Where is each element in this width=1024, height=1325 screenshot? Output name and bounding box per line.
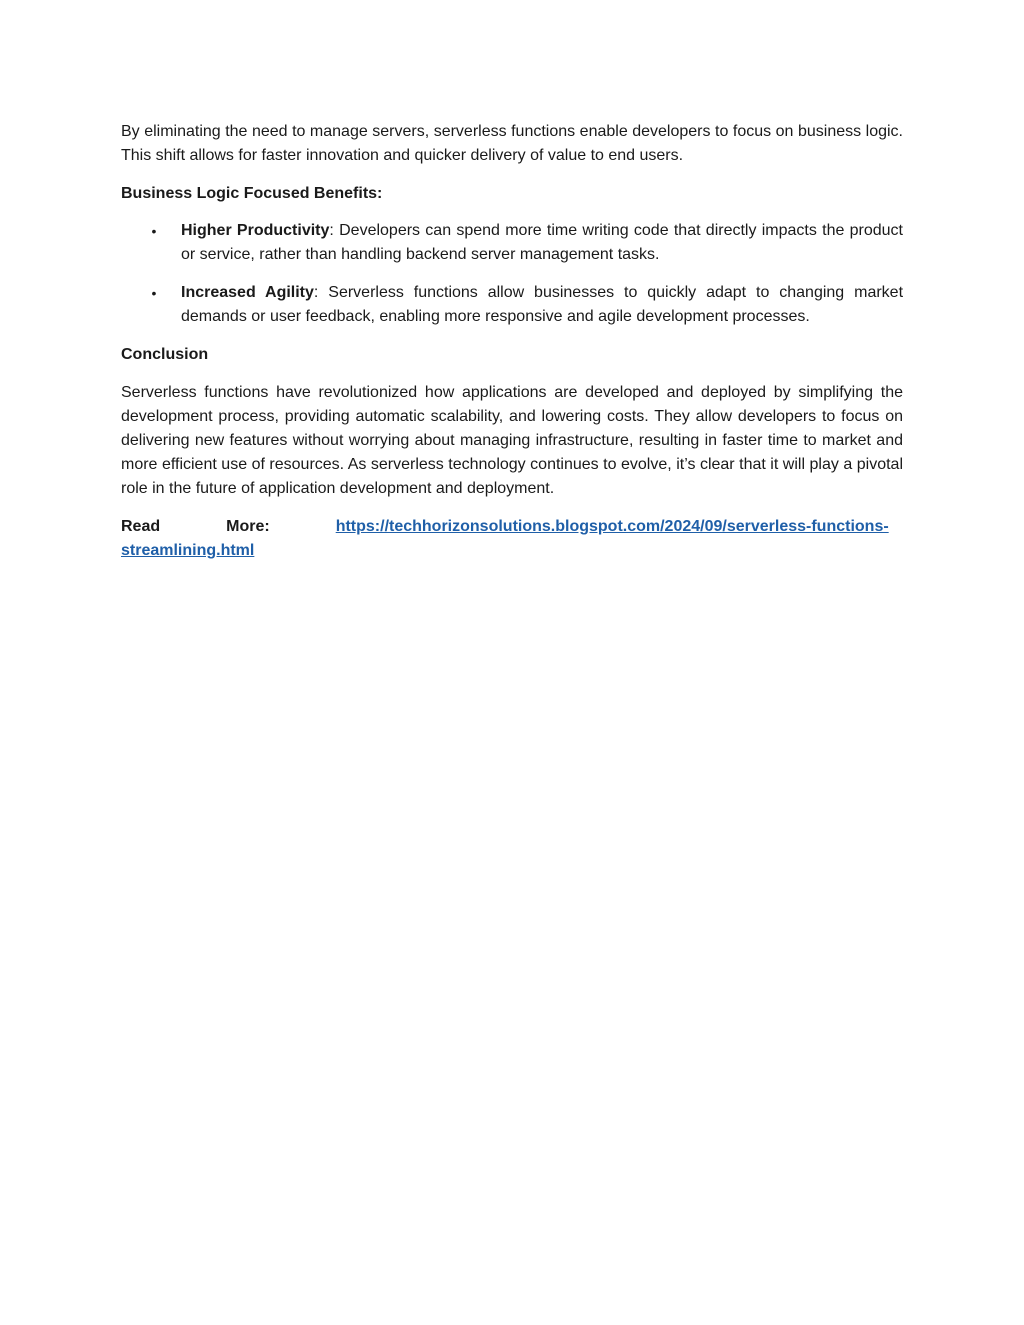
intro-paragraph: By eliminating the need to manage servers, serverless functions enable developers to focus on business logic. This shift allows for faster innovation and quicker delivery of value to end users. xyxy=(121,123,903,164)
benefit-text: : Serverless functions allow businesses to quickly adapt to changing market demands or user feedback, enabling more responsive and agile development processes. xyxy=(181,284,904,325)
conclusion-heading: Conclusion xyxy=(121,346,209,363)
list-item xyxy=(121,219,903,267)
benefits-list xyxy=(121,219,903,329)
benefit-term: Higher Productivity xyxy=(181,222,330,239)
bullet-icon: • xyxy=(151,223,157,239)
read-more-label-more: More: xyxy=(226,518,270,535)
read-more-label-read: Read xyxy=(121,518,161,535)
read-more-link[interactable]: https://techhorizonsolutions.blogspot.com/2024/09/serverless-functions-streamlining.html xyxy=(121,518,889,559)
document-page xyxy=(121,120,903,563)
list-item xyxy=(121,281,903,329)
benefits-heading: Business Logic Focused Benefits: xyxy=(121,185,383,202)
benefit-term: Increased Agility xyxy=(181,284,314,301)
read-more-line xyxy=(121,515,903,563)
benefit-text: : Developers can spend more time writing code that directly impacts the product or service, rather than handling backend server management tasks. xyxy=(181,222,904,263)
conclusion-paragraph: Serverless functions have revolutionized how applications are developed and deployed by simplifying the development process, providing automatic scalability, and lowering costs. They allow developers to focus on delivering new features without worrying about managing infrastructure, resulting in faster time to market and more efficient use of resources. As serverless technology continues to evolve, it’s clear that it will play a pivotal role in the future of application development and deployment. xyxy=(121,384,903,497)
bullet-icon: • xyxy=(151,285,157,301)
